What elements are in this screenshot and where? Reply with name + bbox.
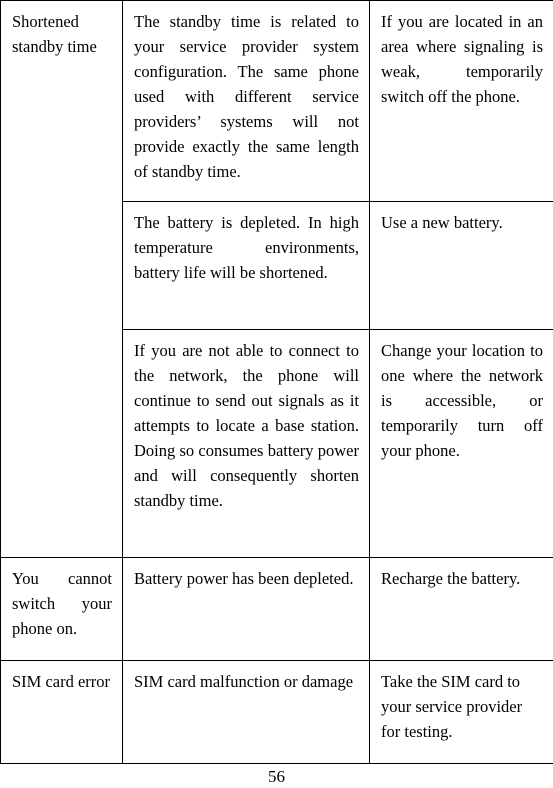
table-row [1,1,553,202]
solution-cell: If you are located in an area where signaling is weak, temporarily switch off the phone. [370,1,553,202]
cause-cell: If you are not able to connect to the network, the phone will continue to send out signals as it attempts to locate a base station. Doing so consumes battery power and will consequently shorten standby time. [123,330,370,558]
cause-cell: The battery is depleted. In high temperature environments, battery life will be shortened. [123,202,370,330]
solution-cell: Recharge the battery. [370,558,553,661]
page-number: 56 [268,767,285,786]
cause-cell: The standby time is related to your service provider system configuration. The same phone used with different service providers’ systems will not provide exactly the same length of standby time. [123,1,370,202]
table-row [1,661,553,764]
cause-cell: SIM card malfunction or damage [123,661,370,764]
solution-cell: Use a new battery. [370,202,553,330]
problem-cell: You cannot switch your phone on. [1,558,123,661]
problem-cell: Shortened standby time [1,1,123,558]
table-row [1,558,553,661]
problem-cell: SIM card error [1,661,123,764]
solution-cell: Take the SIM card to your service provider for testing. [370,661,553,764]
cause-cell: Battery power has been depleted. [123,558,370,661]
solution-cell: Change your location to one where the network is accessible, or temporarily turn off your phone. [370,330,553,558]
